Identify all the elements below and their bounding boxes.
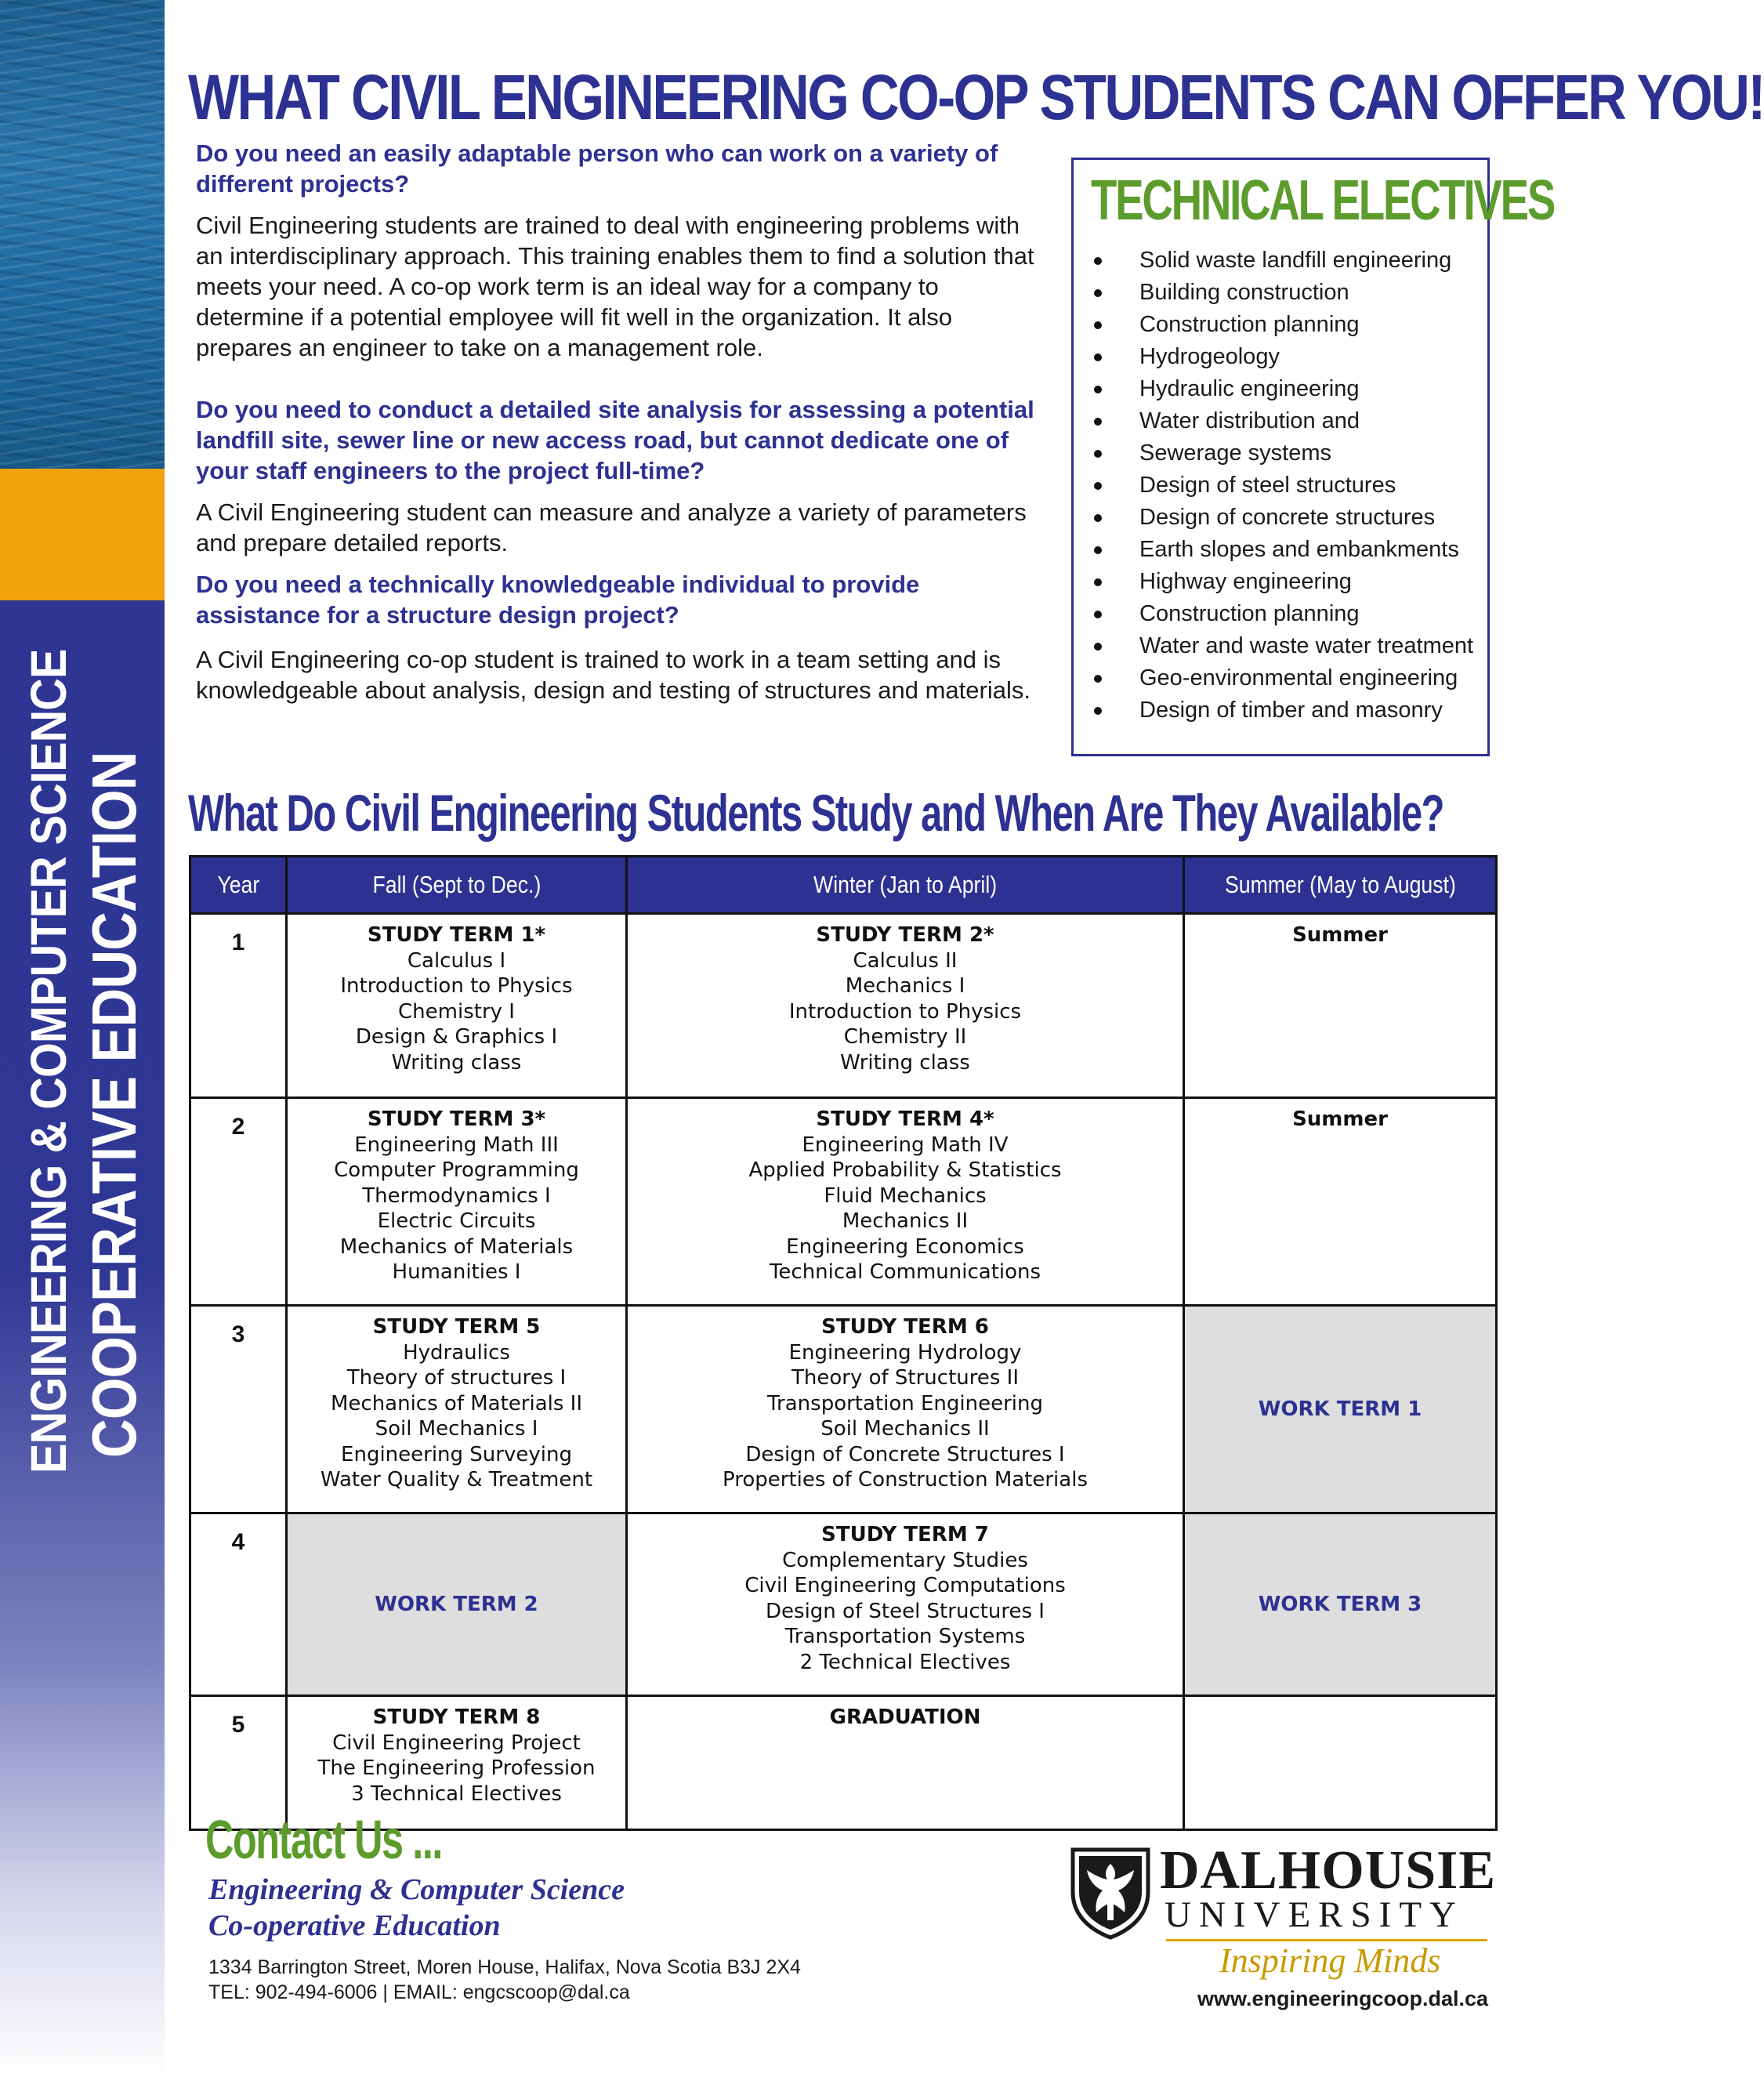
question-2: Do you need to conduct a detailed site analysis for assessing a potential landfill site, sewer line or new access road, but cannot dedicate one of your staff engineers to the project full-time?: [196, 396, 1034, 484]
term-title: STUDY TERM 4*: [816, 1107, 994, 1131]
answer-3: A Civil Engineering co-op student is trained to work in a team setting and is knowledgeable about analysis, design and testing of structures and materials.: [196, 646, 1031, 704]
org-line-2: Co-operative Education: [208, 1909, 501, 1942]
table-row: [190, 1098, 1497, 1306]
course: Computer Programming: [334, 1158, 579, 1182]
list-item: Hydrogeology: [1088, 341, 1473, 373]
year-cell: 5: [190, 1696, 287, 1830]
fall-cell: [287, 1306, 627, 1513]
column-header-fall: Fall (Sept to Dec.): [287, 857, 627, 914]
course: Chemistry I: [398, 999, 515, 1024]
sidebar: [0, 0, 165, 2077]
term-title: STUDY TERM 1*: [367, 923, 546, 947]
crest-icon: [1070, 1847, 1151, 1939]
table-row: [190, 914, 1497, 1098]
table-row: [190, 1513, 1497, 1696]
dalhousie-logo: [1066, 1840, 1497, 2016]
list-item: Highway engineering: [1088, 566, 1473, 598]
list-item: Sewerage systems: [1088, 437, 1473, 469]
website-link[interactable]: www.engineeringcoop.dal.ca: [1197, 1987, 1489, 2010]
course: Hydraulics: [403, 1340, 510, 1365]
column-header-year: Year: [190, 857, 287, 914]
column-header-winter: Winter (Jan to April): [627, 857, 1184, 914]
column-header-summer: Summer (May to August): [1184, 857, 1497, 914]
course: Engineering Math IV: [802, 1133, 1009, 1157]
list-item: Construction planning: [1088, 309, 1473, 341]
course: Technical Communications: [769, 1260, 1041, 1284]
course: Mechanics I: [845, 974, 965, 998]
course: Soil Mechanics II: [820, 1417, 990, 1441]
table-row: [190, 1306, 1497, 1513]
course: Mechanics of Materials: [339, 1234, 574, 1259]
term-title: Summer: [1292, 923, 1388, 947]
list-item: Geo-environmental engineering: [1088, 662, 1473, 694]
sidebar-title-line1: ENGINEERING & COMPUTER SCIENCE: [20, 649, 77, 1473]
sidebar-title-line2: COOPERATIVE EDUCATION: [79, 752, 149, 1458]
summer-cell: [1184, 914, 1497, 1098]
electives-list: [1088, 245, 1473, 727]
course: Properties of Construction Materials: [723, 1468, 1088, 1492]
logo-name: DALHOUSIE: [1160, 1840, 1497, 1901]
course: Complementary Studies: [782, 1548, 1028, 1572]
term-title: STUDY TERM 8: [372, 1705, 541, 1729]
list-item: Building construction: [1088, 277, 1473, 309]
phone-email: TEL: 902-494-6006 | EMAIL: engcscoop@dal.ca: [208, 1981, 630, 2003]
course: Electric Circuits: [377, 1209, 536, 1233]
term-title: GRADUATION: [829, 1705, 981, 1729]
logo-tagline: Inspiring Minds: [1219, 1941, 1441, 1980]
course: Design of Concrete Structures I: [745, 1442, 1065, 1466]
list-item: Hydraulic engineering: [1088, 373, 1473, 405]
question-3: Do you need a technically knowledgeable individual to provide assistance for a structure design project?: [196, 571, 920, 629]
course: Engineering Hydrology: [788, 1340, 1022, 1365]
winter-cell: [627, 1306, 1184, 1513]
term-title: Summer: [1292, 1107, 1388, 1131]
course: Design of Steel Structures I: [766, 1599, 1045, 1623]
orange-band: [0, 469, 165, 600]
course: Applied Probability & Statistics: [748, 1158, 1062, 1182]
year-cell: 4: [190, 1513, 287, 1696]
org-line-1: Engineering & Computer Science: [208, 1873, 625, 1906]
course: Engineering Economics: [786, 1234, 1024, 1259]
course: Engineering Math III: [354, 1133, 559, 1157]
term-title: STUDY TERM 6: [821, 1315, 989, 1339]
contact-heading: Contact Us ...: [205, 1809, 442, 1870]
list-item: Design of timber and masonry: [1088, 694, 1473, 727]
contact-organization: [208, 1872, 625, 1944]
course: The Engineering Profession: [317, 1756, 596, 1780]
list-item: Earth slopes and embankments: [1088, 534, 1473, 566]
fall-cell: [287, 914, 627, 1098]
fall-cell: [287, 1098, 627, 1306]
year-cell: 1: [190, 914, 287, 1098]
course: Writing class: [391, 1050, 522, 1075]
course: Transportation Engineering: [766, 1391, 1043, 1415]
year-cell: 3: [190, 1306, 287, 1513]
course: Fluid Mechanics: [824, 1183, 987, 1208]
winter-cell: [627, 1513, 1184, 1696]
course: Mechanics II: [842, 1209, 969, 1233]
intro-section: [196, 138, 1050, 705]
list-item: Design of steel structures: [1088, 469, 1473, 502]
address: 1334 Barrington Street, Moren House, Halifax, Nova Scotia B3J 2X4: [208, 1956, 801, 1978]
course: Calculus I: [407, 948, 506, 973]
course: Theory of structures I: [346, 1366, 567, 1390]
course: Mechanics of Materials II: [330, 1391, 583, 1415]
course: Chemistry II: [843, 1025, 967, 1049]
course: Introduction to Physics: [788, 999, 1022, 1024]
course: Engineering Surveying: [341, 1442, 572, 1466]
course: Civil Engineering Project: [332, 1731, 581, 1755]
year-cell: 2: [190, 1098, 287, 1306]
list-item: Water distribution and: [1088, 405, 1473, 437]
course: Design & Graphics I: [355, 1025, 558, 1049]
term-title: STUDY TERM 5: [372, 1315, 541, 1339]
technical-electives-box: [1071, 158, 1555, 756]
summer-cell: [1184, 1696, 1497, 1830]
course: 2 Technical Electives: [799, 1650, 1011, 1674]
course: Introduction to Physics: [340, 974, 573, 998]
study-heading: What Do Civil Engineering Students Study and When Are They Available?: [188, 784, 1444, 842]
list-item: Solid waste landfill engineering: [1088, 245, 1473, 277]
sidebar-title: [20, 649, 149, 1473]
winter-cell: [627, 1098, 1184, 1306]
summer-cell: [1184, 1098, 1497, 1306]
course: 3 Technical Electives: [351, 1782, 562, 1806]
answer-1: Civil Engineering students are trained to deal with engineering problems with an interdisciplinary approach. This training enables them to find a solution that meets your need. A co-op work term is an ideal way for a company to determine if a potential employee will fit well in the organization. It also prepares an engineer to take on a management role.: [196, 212, 1034, 361]
winter-cell: [627, 1696, 1184, 1830]
winter-cell: [627, 914, 1184, 1098]
course: Theory of Structures II: [791, 1366, 1020, 1390]
course: Transportation Systems: [784, 1625, 1026, 1648]
term-title: STUDY TERM 7: [821, 1523, 989, 1546]
list-item: Design of concrete structures: [1088, 502, 1473, 534]
course: Calculus II: [853, 948, 958, 973]
contact-details: [208, 1955, 801, 2005]
work-term-cell: WORK TERM 2: [287, 1513, 627, 1696]
answer-2: A Civil Engineering student can measure and analyze a variety of parameters and prepare detailed reports.: [196, 498, 1027, 556]
term-title: STUDY TERM 3*: [367, 1107, 546, 1131]
logo-university: UNIVERSITY: [1165, 1894, 1464, 1935]
course: Humanities I: [392, 1260, 521, 1284]
term-title: STUDY TERM 2*: [816, 923, 994, 947]
work-term-cell: WORK TERM 1: [1184, 1306, 1497, 1513]
course: Writing class: [840, 1050, 970, 1075]
work-term-cell: WORK TERM 3: [1184, 1513, 1497, 1696]
list-item: Water and waste water treatment: [1088, 630, 1473, 662]
water-image: [0, 0, 165, 469]
course: Thermodynamics I: [362, 1183, 551, 1208]
list-item: Construction planning: [1088, 598, 1473, 630]
course: Soil Mechanics I: [375, 1417, 538, 1441]
page-title: WHAT CIVIL ENGINEERING CO-OP STUDENTS CAN OFFER YOU!: [188, 62, 1764, 133]
electives-title: TECHNICAL ELECTIVES: [1091, 169, 1555, 232]
study-schedule-table: [189, 855, 1498, 1831]
course: Civil Engineering Computations: [744, 1574, 1066, 1597]
question-1: Do you need an easily adaptable person who can work on a variety of different projects?: [196, 140, 998, 198]
table-header-row: [190, 857, 1497, 914]
course: Water Quality & Treatment: [320, 1468, 593, 1492]
